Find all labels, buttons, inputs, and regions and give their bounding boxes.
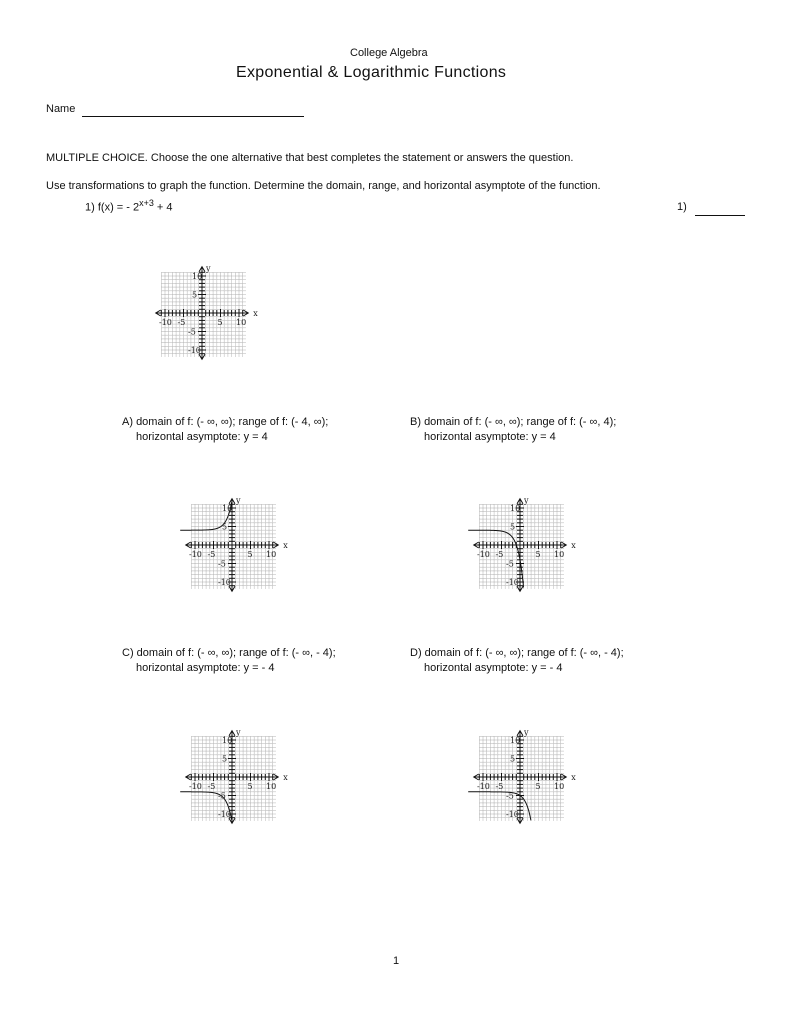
x-tick-label: 5 xyxy=(248,782,253,791)
x-axis-label: x xyxy=(571,541,576,550)
graph-svg xyxy=(422,686,622,864)
page-number: 1 xyxy=(393,955,399,967)
x-tick-label: -10 xyxy=(189,550,202,559)
option-c-line2: horizontal asymptote: y = - 4 xyxy=(136,662,274,674)
y-tick-label: 5 xyxy=(510,755,515,764)
x-tick-label: 10 xyxy=(236,318,246,327)
x-tick-label: -10 xyxy=(159,318,172,327)
option-a-line2: horizontal asymptote: y = 4 xyxy=(136,431,268,443)
y-tick-label: 10 xyxy=(510,736,520,745)
answer-blank[interactable] xyxy=(695,203,745,216)
course-name: College Algebra xyxy=(350,47,428,59)
y-axis-label: y xyxy=(523,496,529,505)
option-d-graph[interactable] xyxy=(422,686,622,864)
option-a-line1: A) domain of f: (- ∞, ∞); range of f: (- 4, ∞); xyxy=(122,416,328,428)
y-tick-label: 5 xyxy=(510,523,515,532)
grid-dots xyxy=(191,504,276,589)
function-suffix: + 4 xyxy=(154,202,173,214)
x-tick-label: -10 xyxy=(477,550,490,559)
y-tick-label: -10 xyxy=(506,578,519,587)
y-tick-label: -5 xyxy=(506,792,514,801)
y-tick-label: -5 xyxy=(218,792,226,801)
blank-graph-grid[interactable] xyxy=(104,222,304,400)
y-tick-label: 5 xyxy=(192,291,197,300)
option-c-line1: C) domain of f: (- ∞, ∞); range of f: (- ∞, - 4); xyxy=(122,647,336,659)
transform-instructions: Use transformations to graph the function. Determine the domain, range, and horizontal asymptote of the function. xyxy=(46,180,601,192)
x-tick-label: 5 xyxy=(536,550,541,559)
page-title: Exponential & Logarithmic Functions xyxy=(236,64,506,82)
x-axis-label: x xyxy=(283,773,288,782)
x-tick-label: -10 xyxy=(189,782,202,791)
y-tick-label: -10 xyxy=(218,810,231,819)
option-d-line2: horizontal asymptote: y = - 4 xyxy=(424,662,562,674)
function-exponent: x+3 xyxy=(139,198,154,208)
option-b-line2: horizontal asymptote: y = 4 xyxy=(424,431,556,443)
y-axis-label: y xyxy=(523,728,529,737)
grid-dots xyxy=(161,272,246,357)
x-tick-label: 10 xyxy=(266,550,276,559)
x-tick-label: -5 xyxy=(208,782,216,791)
y-tick-label: -10 xyxy=(506,810,519,819)
y-tick-label: -10 xyxy=(218,578,231,587)
x-tick-label: 5 xyxy=(536,782,541,791)
y-tick-label: 10 xyxy=(222,736,232,745)
y-tick-label: -5 xyxy=(218,560,226,569)
x-tick-label: 5 xyxy=(218,318,223,327)
question-number: 1) xyxy=(85,202,95,214)
question-1 xyxy=(85,198,173,214)
x-tick-label: -5 xyxy=(208,550,216,559)
graph-svg xyxy=(134,454,334,632)
y-tick-label: 10 xyxy=(222,504,232,513)
graph-svg xyxy=(104,222,304,400)
name-field[interactable] xyxy=(82,104,304,117)
y-axis-label: y xyxy=(235,728,241,737)
x-tick-label: -5 xyxy=(496,782,504,791)
x-tick-label: 10 xyxy=(266,782,276,791)
y-tick-label: 10 xyxy=(510,504,520,513)
answer-number: 1) xyxy=(677,201,687,213)
y-tick-label: -5 xyxy=(506,560,514,569)
x-axis-label: x xyxy=(253,309,258,318)
option-b-graph[interactable] xyxy=(422,454,622,632)
y-tick-label: 5 xyxy=(222,755,227,764)
y-tick-label: -10 xyxy=(188,346,201,355)
option-b-line1: B) domain of f: (- ∞, ∞); range of f: (- ∞, 4); xyxy=(410,416,616,428)
y-tick-label: -5 xyxy=(188,328,196,337)
option-c-graph[interactable] xyxy=(134,686,334,864)
graph-svg xyxy=(422,454,622,632)
function-prefix: f(x) = - 2 xyxy=(98,202,139,214)
x-tick-label: -5 xyxy=(496,550,504,559)
grid-dots xyxy=(479,504,564,589)
y-axis-label: y xyxy=(235,496,241,505)
y-axis-label: y xyxy=(205,264,211,273)
x-axis-label: x xyxy=(571,773,576,782)
y-tick-label: 10 xyxy=(192,272,202,281)
x-tick-label: 5 xyxy=(248,550,253,559)
graph-svg xyxy=(134,686,334,864)
name-label: Name xyxy=(46,103,75,115)
x-tick-label: 10 xyxy=(554,550,564,559)
option-d-line1: D) domain of f: (- ∞, ∞); range of f: (- ∞, - 4); xyxy=(410,647,624,659)
grid-dots xyxy=(191,736,276,821)
x-axis-label: x xyxy=(283,541,288,550)
grid-dots xyxy=(479,736,564,821)
y-tick-label: 5 xyxy=(222,523,227,532)
x-tick-label: 10 xyxy=(554,782,564,791)
x-tick-label: -10 xyxy=(477,782,490,791)
function-curve xyxy=(468,792,531,821)
mc-instructions: MULTIPLE CHOICE. Choose the one alternative that best completes the statement or answers the question. xyxy=(46,152,573,164)
x-tick-label: -5 xyxy=(178,318,186,327)
option-a-graph[interactable] xyxy=(134,454,334,632)
